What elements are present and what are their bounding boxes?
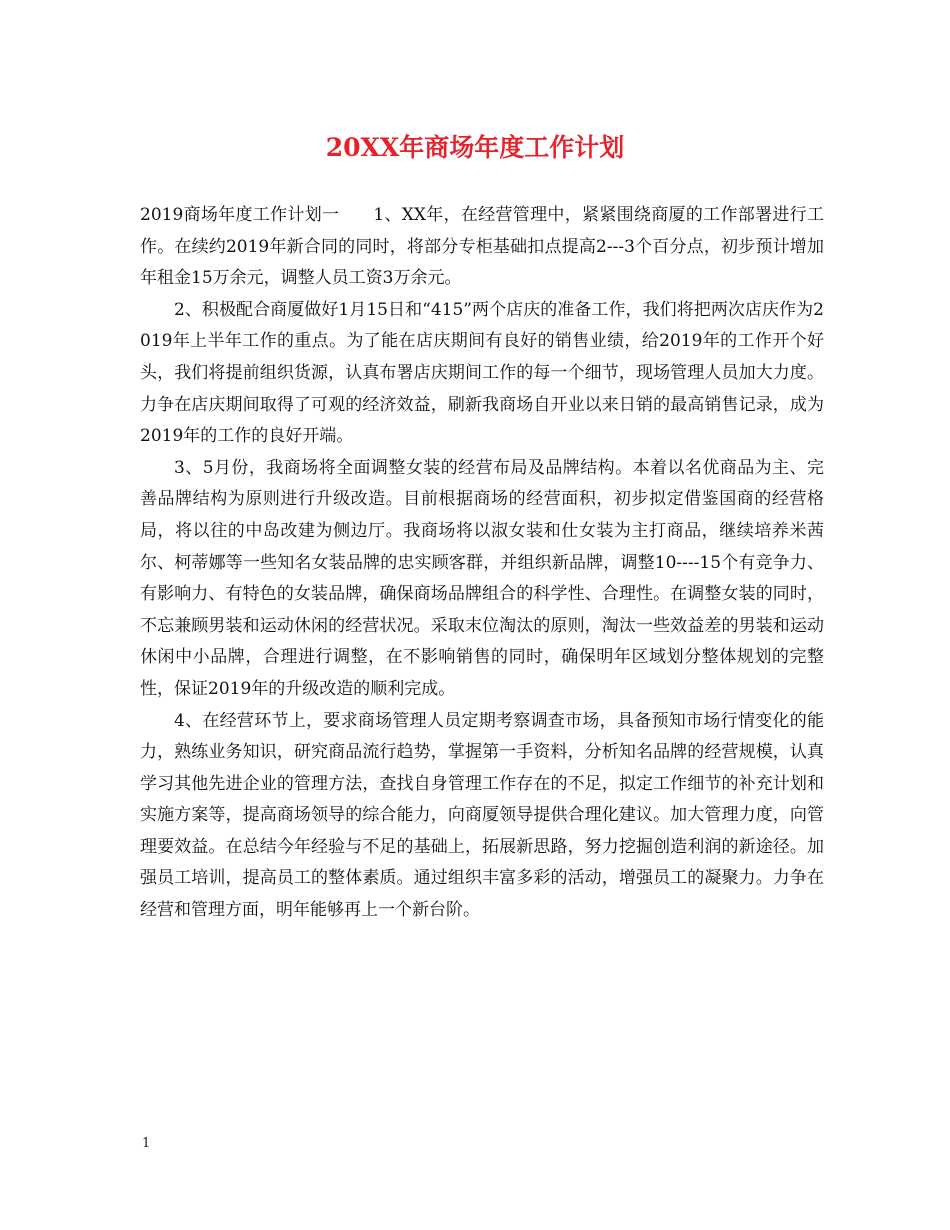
paragraph-1-text: 1、XX年，在经营管理中，紧紧围绕商厦的工作部署进行工作。在续约2019年新合同的同时，将部分专柜基础扣点提高2---3个百分点，初步预计增加年租金15万余元，调整人员工资3万余元。: [140, 205, 824, 289]
document-body: [140, 200, 824, 927]
page-number: 1: [142, 1136, 151, 1151]
page-title: 20XX年商场年度工作计划: [325, 133, 625, 162]
paragraph-4: 4、在经营环节上，要求商场管理人员定期考察调查市场，具备预知市场行情变化的能力，熟练业务知识，研究商品流行趋势，掌握第一手资料，分析知名品牌的经营规模，认真学习其他先进企业的管理方法，查找自身管理工作存在的不足，拟定工作细节的补充计划和实施方案等，提高商场领导的综合能力，向商厦领导提供合理化建议。加大管理力度，向管理要效益。在总结今年经验与不足的基础上，拓展新思路，努力挖掘创造利润的新途径。加强员工培训，提高员工的整体素质。通过组织丰富多彩的活动，增强员工的凝聚力。力争在经营和管理方面，明年能够再上一个新台阶。: [140, 710, 824, 921]
paragraph-2: 2、积极配合商厦做好1月15日和“415”两个店庆的准备工作，我们将把两次店庆作为2019年上半年工作的重点。为了能在店庆期间有良好的销售业绩，给2019年的工作开个好头，我们将提前组织货源，认真布署店庆期间工作的每一个细节，现场管理人员加大力度。力争在店庆期间取得了可观的经济效益，刷新我商场自开业以来日销的最高销售记录，成为2019年的工作的良好开端。: [140, 299, 824, 447]
paragraph-1: [140, 200, 824, 295]
paragraph-3: 3、5月份，我商场将全面调整女装的经营布局及品牌结构。本着以名优商品为主、完善品牌结构为原则进行升级改造。目前根据商场的经营面积，初步拟定借鉴国商的经营格局，将以往的中岛改建为侧边厅。我商场将以淑女装和仕女装为主打商品，继续培养米茜尔、柯蒂娜等一些知名女装品牌的忠实顾客群，并组织新品牌，调整10----15个有竞争力、有影响力、有特色的女装品牌，确保商场品牌组合的科学性、合理性。在调整女装的同时，不忘兼顾男装和运动休闲的经营状况。采取末位淘汰的原则，淘汰一些效益差的男装和运动休闲中小品牌，合理进行调整，在不影响销售的同时，确保明年区域划分整体规划的完整性，保证2019年的升级改造的顺利完成。: [140, 457, 824, 699]
section-heading: 2019商场年度工作计划一: [140, 205, 340, 225]
